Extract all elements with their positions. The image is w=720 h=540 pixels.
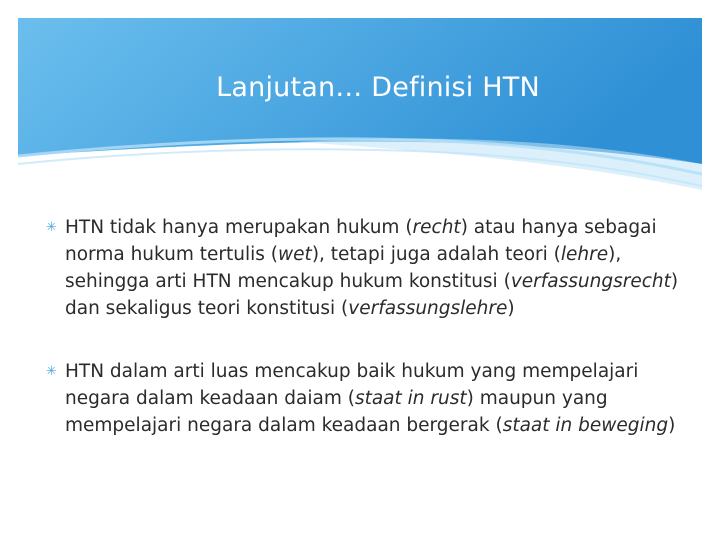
text-segment: ), tetapi juga adalah teori ( (311, 244, 561, 265)
italic-term: recht (412, 217, 461, 238)
italic-term: wet (278, 244, 312, 265)
bullet-item (46, 358, 686, 439)
asterisk-bullet-icon: ✳ (46, 364, 57, 379)
asterisk-bullet-icon: ✳ (46, 220, 57, 235)
bullet-text (65, 214, 686, 322)
bullet-list (46, 214, 686, 439)
bullet-item (46, 214, 686, 322)
text-segment: ) (668, 415, 676, 436)
italic-term: staat in beweging (502, 415, 669, 436)
text-segment: ), sehingga arti HTN mencakup hukum konstitusi ( (65, 244, 622, 292)
text-segment: ) (507, 298, 515, 319)
text-segment: ) maupun yang mempelajari negara dalam keadaan bergerak ( (65, 388, 608, 436)
italic-term: verfassungslehre (348, 298, 508, 319)
text-segment: HTN tidak hanya merupakan hukum ( (65, 217, 413, 238)
slide-title: Lanjutan… Definisi HTN (216, 72, 540, 103)
text-segment: ) dan sekaligus teori konstitusi ( (65, 271, 679, 319)
text-segment: ) atau hanya sebagai norma hukum tertulis ( (65, 217, 657, 265)
italic-term: lehre (560, 244, 609, 265)
text-segment: HTN dalam arti luas mencakup baik hukum yang mempelajari negara dalam keadaan daiam ( (65, 361, 639, 409)
banner-background (18, 18, 702, 190)
title-banner (18, 18, 702, 190)
bullet-text (65, 358, 686, 439)
italic-term: staat in rust (354, 388, 467, 409)
italic-term: verfassungsrecht (510, 271, 671, 292)
